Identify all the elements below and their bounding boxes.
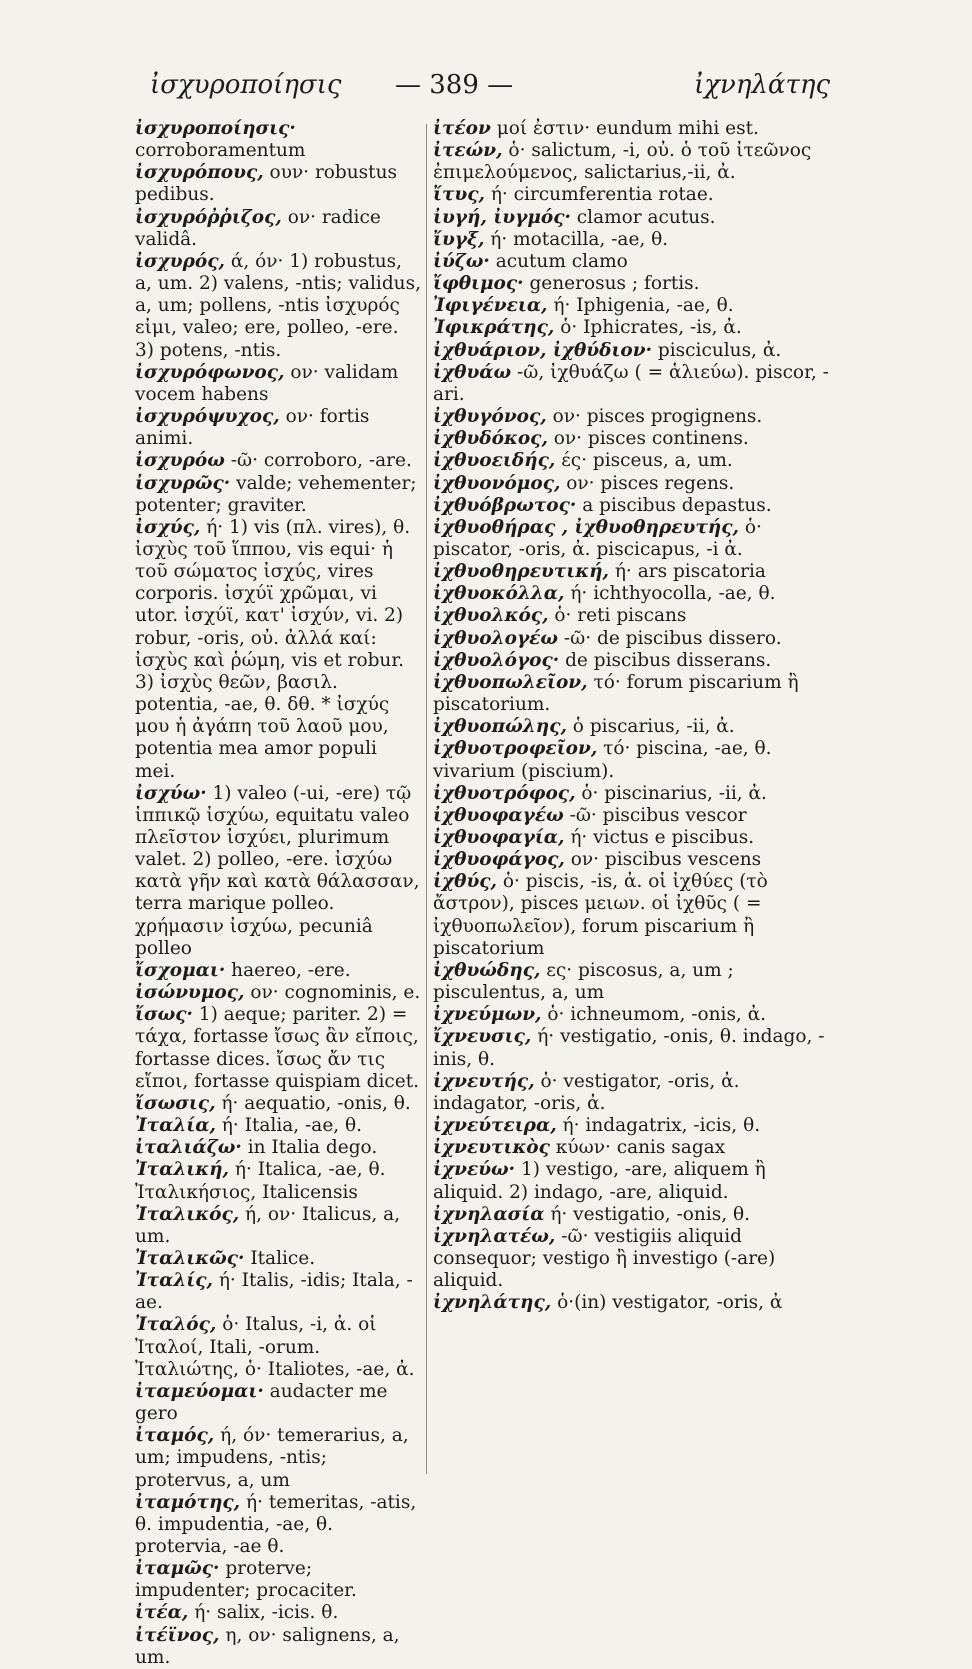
entry-headword: ἰχθυολόγος·: [433, 649, 560, 671]
entry-definition: μοί ἐστιν· eundum mihi est.: [490, 118, 759, 139]
entry-headword: ἰταμῶς·: [135, 1558, 220, 1580]
entry-headword: ἰχθυοθήρας , ἰχθυοθηρευτής,: [433, 516, 739, 538]
entry-headword: ἰσχυρόφωνος,: [135, 361, 285, 383]
dictionary-entry: [433, 428, 840, 450]
entry-headword: ἰχθυολκός,: [433, 605, 549, 627]
dictionary-entry: [433, 495, 840, 517]
dictionary-entry: [433, 1004, 840, 1026]
entry-headword: Ἰταλικῶς·: [135, 1247, 245, 1269]
dictionary-entry: [433, 229, 840, 251]
entry-headword: ἰσχύω·: [135, 782, 207, 804]
entry-definition: ή· 1) vis (πλ. vires), θ. ἰσχὺς τοῦ ἵππου, vis equi· ἡ τοῦ σώματος ἰσχύς, vires corporis. ἰσχύϊ χρῶμαι, vi utor. ἰσχύϊ, κατ' ἰσχύν, vi. 2) robur, -oris, οὐ. ἀλλά καί: ἰσχὺς καὶ ῥώμη, vis et robur. 3) ἰσχὺς θεῶν, βασιλ. potentia, -ae, θ. δθ. * ἰσχύς μου ἡ ἀγάπη τοῦ λαοῦ μου, potentia mea amor populi mei.: [135, 516, 411, 782]
entry-headword: Ἰταλική,: [135, 1159, 229, 1181]
dictionary-entry: [135, 1248, 421, 1270]
dictionary-entry: [433, 849, 840, 871]
dictionary-entry: [433, 783, 840, 805]
entry-headword: ἰχθυοπώλης,: [433, 716, 567, 738]
entry-definition: ὁ piscarius, -ii, ἀ.: [566, 716, 735, 738]
entry-definition: ή· vestigatio, -onis, θ. indago, -inis, θ.: [433, 1026, 825, 1070]
entry-definition: ον· pisces regens.: [560, 472, 735, 494]
entry-definition: ὁ· piscinarius, -ii, ἀ.: [575, 782, 767, 804]
entry-definition: ον· pisces progignens.: [546, 406, 763, 428]
entry-definition: ή, ον· Italicus, a, um.: [135, 1203, 401, 1247]
dictionary-entry: [433, 1204, 840, 1226]
entry-definition: ή· Italis, -idis; Itala, -ae.: [135, 1270, 413, 1314]
entry-definition: de piscibus disserans.: [559, 649, 772, 671]
dictionary-entry: [433, 340, 840, 362]
entry-headword: ἴτυς,: [433, 184, 485, 206]
entry-headword: ἰχθυοτρόφος,: [433, 782, 576, 804]
entry-headword: ἴχνευσις,: [433, 1026, 532, 1048]
dictionary-entry: [135, 1602, 421, 1624]
entry-definition: -ῶ· corroboro, -are.: [224, 450, 412, 472]
dictionary-entry: [135, 450, 421, 472]
entry-headword: ἰχθυολογέω: [433, 627, 559, 649]
entry-headword: ἰχνηλασία: [433, 1203, 545, 1225]
entry-definition: ες· piscosus, a, um ; pisculentus, a, um: [433, 959, 734, 1004]
dictionary-entry: [135, 1204, 421, 1248]
entry-definition: τό· piscina, -ae, θ. vivarium (piscium).: [433, 738, 772, 782]
entry-headword: ἰχνεύω·: [433, 1159, 516, 1181]
dictionary-entry: [135, 1558, 421, 1602]
entry-definition: acutum clamo: [489, 250, 628, 272]
dictionary-entry: [135, 1425, 421, 1491]
entry-headword: ἰχθυδόκος,: [433, 428, 548, 450]
entry-definition: ή· ars piscatoria: [608, 561, 766, 583]
entry-headword: ἰτέον: [433, 118, 491, 139]
entry-definition: valde; vehementer; potenter; graviter.: [135, 472, 417, 516]
entry-definition: ουν· robustus pedibus.: [135, 162, 398, 206]
entry-headword: ἰτεών,: [433, 140, 503, 162]
dictionary-entry: [433, 251, 840, 273]
entry-headword: ἰχνευτικὸς: [433, 1137, 550, 1159]
entry-headword: ἰταμεύομαι·: [135, 1380, 264, 1402]
entry-headword: ἰχθυάριον, ἰχθύδιον·: [433, 339, 653, 361]
entry-definition: ὁ·(in) vestigator, -oris, ἀ: [551, 1292, 783, 1314]
entry-headword: ἰχνεύμων,: [433, 1004, 542, 1026]
dictionary-entry: [433, 1226, 840, 1292]
entry-headword: ἰυγή, ἰυγμός·: [433, 206, 571, 228]
entry-definition: audacter me gero: [135, 1380, 388, 1425]
dictionary-entry: [433, 517, 840, 561]
dictionary-entry: [135, 473, 421, 517]
entry-headword: ἴσχομαι·: [135, 959, 226, 981]
dictionary-entry: [135, 1270, 421, 1314]
entry-headword: ἰχθυοπωλεῖον,: [433, 671, 588, 693]
dictionary-entry: [433, 561, 840, 583]
header-left-guide-word: ἰσχυροποίησις: [150, 70, 342, 100]
dictionary-entry: [433, 805, 840, 827]
entry-headword: ἰχθυάω: [433, 361, 512, 383]
dictionary-entry: [135, 406, 421, 450]
page-number: — 389 —: [395, 70, 514, 100]
entry-definition: η, ον· salignens, a, um.: [135, 1624, 400, 1668]
entry-definition: ὁ· Italus, -i, ἀ. οἱ Ἰταλοί, Itali, -orum. Ἰταλιώτης, ὁ· Italiotes, -ae, ἀ.: [135, 1314, 415, 1380]
dictionary-entry: [433, 672, 840, 716]
entry-definition: ὁ· piscis, -is, ἀ. οἱ ἰχθύες (τὸ ἄστρον), pisces μειων. οἱ ἰχθῦς ( = ἰχθυοπωλεῖον), forum piscarium ἢ piscatorium: [433, 871, 768, 959]
entry-headword: ἰχνηλάτης,: [433, 1292, 552, 1314]
entry-definition: ή· temeritas, -atis, θ. impudentia, -ae, θ. protervia, -ae θ.: [135, 1491, 417, 1557]
entry-definition: ή· indagatrix, -icis, θ.: [556, 1115, 761, 1137]
left-column: [135, 118, 421, 1668]
dictionary-entry: [433, 716, 840, 738]
entry-headword: ἰσχυρόῤῥιζος,: [135, 206, 282, 228]
entry-headword: ἴσως·: [135, 1004, 193, 1026]
entry-definition: proterve; impudenter; procaciter.: [135, 1558, 357, 1602]
entry-headword: Ἰταλία,: [135, 1115, 216, 1137]
entry-definition: ον· piscibus vescens: [564, 849, 762, 871]
entry-headword: ἰταμός,: [135, 1425, 215, 1447]
entry-definition: ή· Iphigenia, -ae, θ.: [547, 295, 734, 317]
dictionary-entry: [433, 827, 840, 849]
entry-definition: 1) aeque; pariter. 2) = τάχα, fortasse ἴσως ἂν εἴποις, fortasse dices. ἴσως ἄν τις εἴποι, fortasse quispiam dicet.: [135, 1004, 420, 1092]
entry-headword: ἰταλιάζω·: [135, 1137, 242, 1159]
dictionary-entry: [135, 960, 421, 982]
right-column: [433, 118, 840, 1468]
entry-definition: ὁ· vestigator, -oris, ἀ. indagator, -oris, ἀ.: [433, 1070, 740, 1114]
entry-definition: ον· cognominis, e.: [244, 982, 421, 1004]
entry-headword: ἰχθυώδης,: [433, 959, 541, 981]
dictionary-entry: [135, 982, 421, 1004]
dictionary-entry: [135, 1093, 421, 1115]
entry-definition: ον· fortis animi.: [135, 406, 370, 450]
entry-headword: ἴφθιμος·: [433, 273, 524, 295]
entry-definition: clamor acutus.: [570, 206, 716, 228]
dictionary-entry: [433, 406, 840, 428]
entry-headword: ἰχνηλατέω,: [433, 1225, 556, 1247]
entry-headword: ἰχθυοειδής,: [433, 450, 556, 472]
entry-headword: Ἰταλίς,: [135, 1270, 213, 1292]
dictionary-entry: [433, 1071, 840, 1115]
entry-definition: ή, όν· temerarius, a, um; impudens, -ntis; protervus, a, um: [135, 1425, 409, 1491]
dictionary-entry: [135, 1492, 421, 1558]
dictionary-entry: [433, 1026, 840, 1070]
entry-headword: ἰχθυοφάγος,: [433, 849, 565, 871]
entry-headword: ἰχθυοφαγία,: [433, 827, 565, 848]
entry-headword: ἰσχυρός,: [135, 250, 225, 272]
entry-definition: pisciculus, ἀ.: [652, 339, 782, 361]
entry-headword: ἰσχυροποίησις·: [135, 118, 296, 139]
entry-headword: Ἰταλός,: [135, 1314, 217, 1336]
dictionary-entry: [433, 140, 840, 184]
entry-headword: ἰχθυγόνος,: [433, 406, 547, 428]
entry-definition: ὁ· Iphicrates, -is, ἀ.: [554, 317, 742, 339]
header-right-guide-word: ἰχνηλάτης: [694, 70, 830, 100]
entry-headword: ἰχθυοκόλλα,: [433, 583, 565, 605]
dictionary-entry: [433, 317, 840, 339]
entry-definition: ον· pisces continens.: [547, 428, 749, 450]
entry-definition: -ῶ, ἰχθυάζω ( = ἁλιεύω). piscor, -ari.: [433, 361, 829, 405]
entry-definition: corroboramentum: [135, 140, 306, 162]
dictionary-entry: [135, 1115, 421, 1137]
dictionary-entry: [433, 1292, 840, 1314]
entry-headword: ἰχνευτής,: [433, 1070, 535, 1092]
entry-definition: -ῶ· piscibus vescor: [563, 804, 747, 826]
dictionary-entry: [433, 450, 840, 472]
dictionary-entry: [433, 960, 840, 1004]
entry-headword: ἰσχυρῶς·: [135, 472, 231, 494]
entry-definition: ά, όν· 1) robustus, a, um. 2) valens, -ntis; validus, a, um; pollens, -ntis ἰσχυρός εἰμι, valeo; ere, polleo, -ere. 3) potens, -ntis.: [135, 250, 421, 361]
dictionary-entry: [433, 738, 840, 782]
dictionary-entry: [433, 273, 840, 295]
entry-headword: Ἰφιγένεια,: [433, 295, 548, 317]
entry-headword: ἰταμότης,: [135, 1491, 241, 1513]
dictionary-entry: [433, 118, 840, 140]
dictionary-entry: [433, 605, 840, 627]
entry-headword: ἰχθυοθηρευτική,: [433, 561, 609, 583]
column-divider: [426, 124, 427, 1474]
entry-headword: ἰσχυρόω: [135, 450, 225, 472]
dictionary-entry: [433, 473, 840, 495]
entry-headword: ἰχνεύτειρα,: [433, 1115, 557, 1137]
dictionary-entry: [433, 1137, 840, 1159]
entry-definition: Italice.: [244, 1247, 316, 1269]
dictionary-entry: [433, 184, 840, 206]
dictionary-entry: [433, 871, 840, 960]
entry-definition: -ῶ· de piscibus dissero.: [558, 627, 782, 649]
entry-headword: ἰχθυοφαγέω: [433, 804, 564, 826]
dictionary-entry: [433, 650, 840, 672]
dictionary-entry: [433, 628, 840, 650]
page-header: [150, 70, 830, 110]
entry-definition: τό· forum piscarium ἢ piscatorium.: [433, 671, 799, 716]
dictionary-entry: [135, 517, 421, 783]
entry-definition: ή· victus e piscibus.: [564, 827, 755, 848]
entry-definition: ὁ· ichneumom, -onis, ἀ.: [541, 1004, 767, 1026]
entry-headword: ἰχθυοτροφεῖον,: [433, 738, 598, 760]
entry-definition: ή· Italica, -ae, θ. Ἰταλικήσιος, Italicensis: [135, 1159, 386, 1203]
dictionary-entry: [135, 1381, 421, 1425]
entry-definition: ὁ· piscator, -oris, ἀ. piscicapus, -i ἀ.: [433, 516, 762, 560]
entry-headword: ἴσωσις,: [135, 1092, 216, 1114]
dictionary-entry: [135, 1004, 421, 1093]
entry-headword: ἰτέα,: [135, 1602, 189, 1624]
entry-headword: ἰχθυονόμος,: [433, 472, 561, 494]
entry-headword: ἴυγξ,: [433, 228, 485, 250]
entry-definition: -ῶ· vestigiis aliquid consequor; vestigo ἢ investigo (-are) aliquid.: [433, 1225, 776, 1292]
entry-definition: ές· pisceus, a, um.: [555, 450, 733, 472]
entry-headword: ἰχθυόβρωτος·: [433, 494, 577, 516]
entry-headword: Ἰταλικός,: [135, 1203, 240, 1225]
entry-definition: ὁ· reti piscans: [548, 605, 687, 627]
entry-definition: ή· ichthyocolla, -ae, θ.: [564, 583, 776, 605]
dictionary-entry: [135, 251, 421, 362]
entry-definition: ή· aequatio, -onis, θ.: [215, 1092, 411, 1114]
entry-definition: 1) valeo (-ui, -ere) τῷ ἱππικῷ ἰσχύω, equitatu valeo πλεῖστον ἰσχύει, plurimum valet. 2) polleo, -ere. ἰσχύω κατὰ γῆν καὶ κατὰ θάλασσαν, terra marique polleo. χρήμασιν ἰσχύω, pecuniâ polleo: [135, 782, 420, 959]
entry-headword: ἰχθύς,: [433, 871, 498, 893]
entry-headword: Ἰφικράτης,: [433, 317, 555, 339]
dictionary-entry: [135, 1314, 421, 1380]
dictionary-entry: [433, 362, 840, 406]
dictionary-entry: [135, 162, 421, 206]
dictionary-entry: [135, 783, 421, 960]
entry-definition: ή· salix, -icis. θ.: [188, 1602, 339, 1624]
dictionary-entry: [433, 583, 840, 605]
dictionary-entry: [135, 1159, 421, 1203]
entry-definition: ὁ· salictum, -i, οὐ. ὁ τοῦ ἰτεῶνος ἐπιμελούμενος, salictarius,-ii, ἀ.: [433, 140, 812, 184]
entry-definition: in Italia dego.: [241, 1137, 378, 1159]
entry-definition: ον· radice validâ.: [135, 206, 381, 250]
entry-definition: ή· motacilla, -ae, θ.: [484, 228, 669, 250]
entry-definition: ον· validam vocem habens: [135, 361, 399, 405]
dictionary-entry: [433, 295, 840, 317]
entry-headword: ἰύζω·: [433, 250, 490, 272]
entry-definition: a piscibus depastus.: [576, 494, 772, 516]
dictionary-entry: [433, 1159, 840, 1203]
dictionary-entry: [135, 118, 421, 162]
entry-headword: ἰσώνυμος,: [135, 982, 245, 1004]
dictionary-entry: [135, 207, 421, 251]
dictionary-entry: [433, 1115, 840, 1137]
entry-definition: haereo, -ere.: [225, 959, 351, 981]
entry-definition: ή· circumferentia rotae.: [484, 184, 714, 206]
entry-definition: κύων· canis sagax: [549, 1137, 726, 1159]
entry-headword: ἰσχυρόπους,: [135, 162, 264, 184]
entry-headword: ἰσχύς,: [135, 516, 201, 538]
entry-definition: ή· Italia, -ae, θ.: [215, 1115, 363, 1137]
entry-headword: ἰτέϊνος,: [135, 1624, 220, 1646]
entry-definition: ή· vestigatio, -onis, θ.: [544, 1203, 751, 1225]
entry-definition: 1) vestigo, -are, aliquem ἢ aliquid. 2) indago, -are, aliquid.: [433, 1159, 766, 1203]
dictionary-entry: [135, 1625, 421, 1669]
dictionary-entry: [135, 362, 421, 406]
entry-headword: ἰσχυρόψυχος,: [135, 406, 280, 428]
dictionary-entry: [433, 207, 840, 229]
entry-definition: generosus ; fortis.: [523, 273, 700, 295]
dictionary-entry: [135, 1137, 421, 1159]
